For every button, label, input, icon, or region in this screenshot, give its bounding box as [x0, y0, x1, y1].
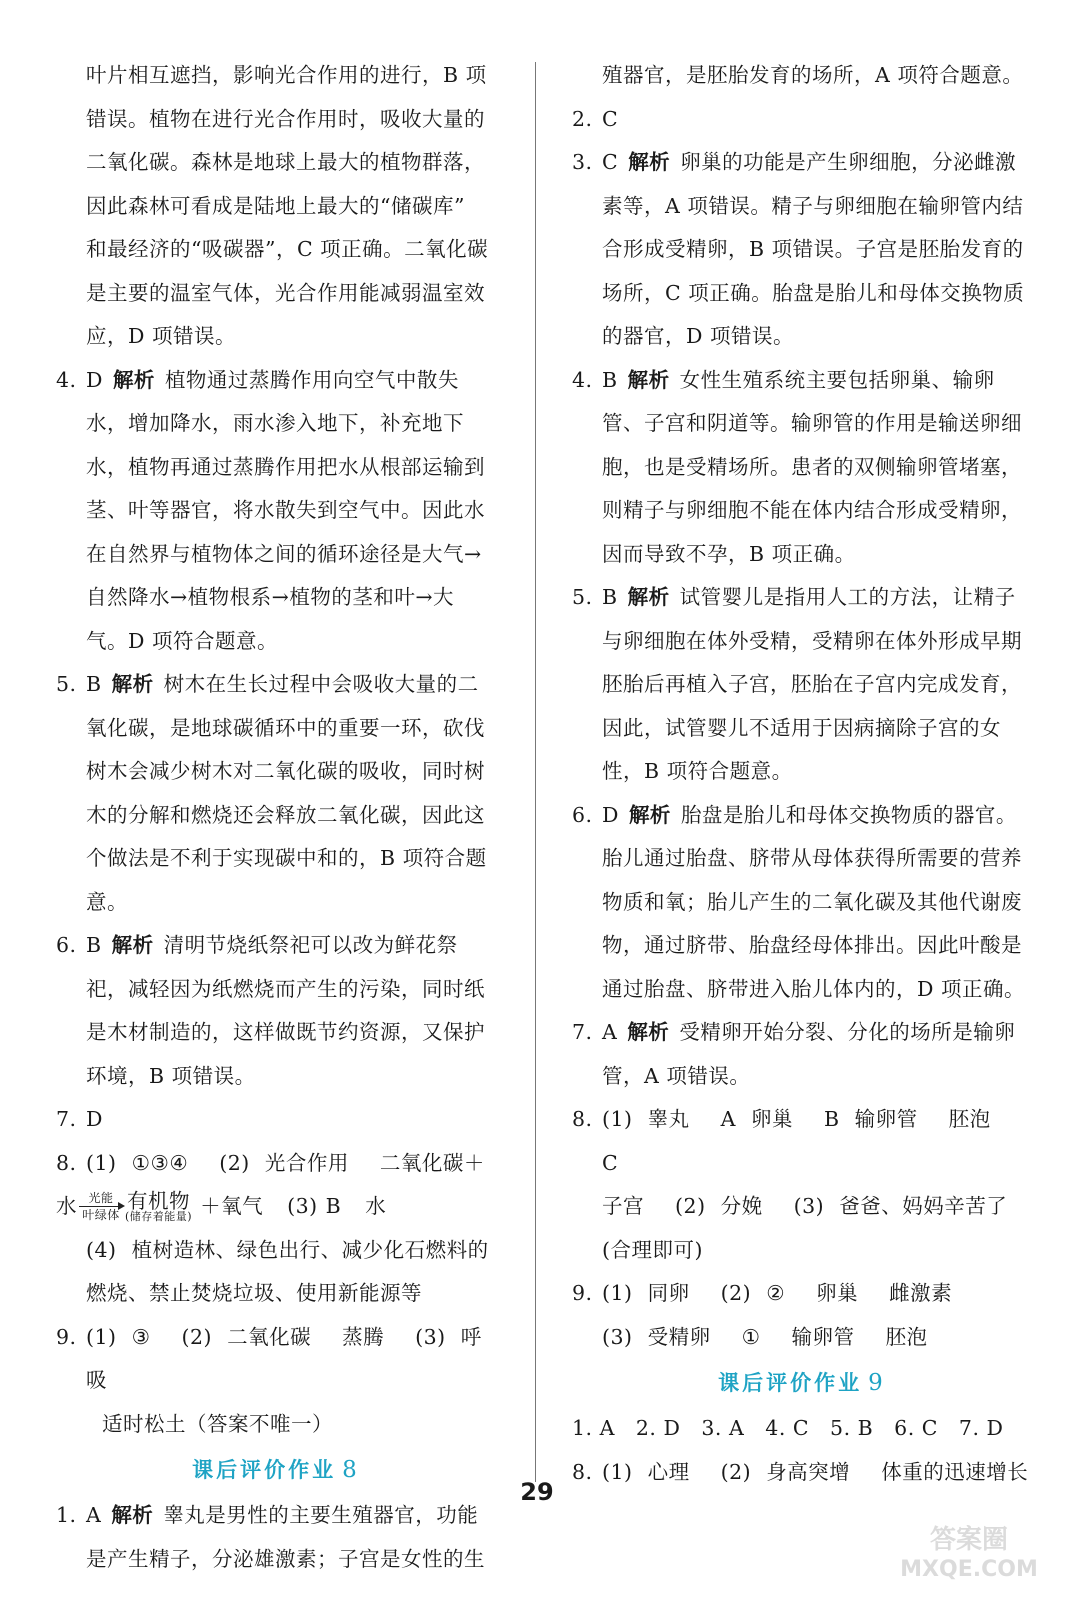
answer-choice: B	[86, 933, 102, 957]
answer-choice: A	[86, 1503, 102, 1527]
right-answer-2: 2. C	[572, 106, 619, 131]
answer-choice: D	[602, 802, 619, 827]
section9-answers-1-7: 1. A 2. D 3. A 4. C 5. B 6. C 7. D	[572, 1416, 1004, 1440]
analysis-text: 树木在生长过程中会吸收大量的二氧化碳，是地球碳循环中的重要一环，砍伐树木会减少树木对二氧化碳的吸收，同时树木的分解和燃烧还会释放二氧化碳，因此这个做法是不利于实现碳中和的，B 项符合题意。	[86, 672, 487, 914]
answer-choice: C	[602, 150, 619, 174]
right-column: 殖器官，是胚胎发育的场所，A 项符合题意。 2. C 3. C 解析 卵巢的功能是产生卵细胞，分泌雌激素等，A 项错误。精子与卵细胞在输卵管内结合形成受精卵，B 项错误。子宫是胚胎发育的场所，C 项正确。胎盘是胎儿和母体交换物质的器官，D 项错误。 4. B 解析 女性生殖系统主要包括卵巢、输卵管、子宫和阴道等。输卵管的作用是输送卵细胞，也是受精场所。患者的双侧输卵管堵塞，则精子与卵细胞不能在体内结合形成受精卵，因而导致不孕，B 项正确。 5. B 解析 试管婴儿是指用人工的方法，让精子与卵细胞在体外受精，受精卵在体外形成早期胚胎后再植入子宫，胚胎在子宫内完成发育，因此，试管婴儿不适用于因病摘除子宫的女性，B 项符合题意。 6. D 解析 胎盘是胎儿和母体交换物质的器官。胎儿通过胎盘、脐带从母体获得所需要的营养物质和氧；胎儿产生的二氧化碳及其他代谢废物，通过脐带、胎盘经母体排出。因此叶酸是通过胎盘、脐带进入胎儿体内的，D 项正确。 7. A 解析 受精卵开始分裂、分化的场所是输卵管，A 项错误。 8. (1) 睾丸 A 卵巢 B 输卵管 胚泡 C 子宫 (2) 分娩 (3) 爸爸、妈妈辛苦了 (合理即可) 9. (1) 同卵 (2) ② 卵巢 雌激素 (3) 受精卵 ① 输卵管 胚泡 课后评价作业 9 1. A 2. D 3. A 4. C 5. B 6. C 7. D 8. (1) 心理 (2) 身高突增 体重的迅速增长	[572, 54, 1032, 1494]
section-title-9: 课后评价作业 9	[718, 1370, 886, 1396]
right-answer-7: 7. A 解析 受精卵开始分裂、分化的场所是输卵管，A 项错误。	[572, 1020, 1016, 1088]
left-answer-6: 6. B 解析 清明节烧纸祭祀可以改为鲜花祭祀，减轻因为纸燃烧而产生的污染，同时纸是木材制造的，这样做既节约资源，又保护环境，B 项错误。	[56, 933, 485, 1088]
answer-choice: B	[86, 672, 102, 696]
left-answer-8: 8. (1) ①③④ (2) 光合作用 二氧化碳＋	[56, 1150, 485, 1175]
analysis-text: 睾丸是男性的主要生殖器官，功能是产生精子，分泌雄激素；子宫是女性的生	[86, 1503, 485, 1571]
column-divider	[535, 62, 536, 1482]
analysis-label: 解析	[627, 1020, 670, 1044]
analysis-text: 卵巢的功能是产生卵细胞，分泌雌激素等，A 项错误。精子与卵细胞在输卵管内结合形成受精卵，B 项错误。子宫是胚胎发育的场所，C 项正确。胎盘是胎儿和母体交换物质的器官，D 项错误。	[602, 150, 1025, 348]
analysis-text: 试管婴儿是指用人工的方法，让精子与卵细胞在体外受精，受精卵在体外形成早期胚胎后再植入子宫，胚胎在子宫内完成发育，因此，试管婴儿不适用于因病摘除子宫的女性，B 项符合题意。	[602, 585, 1022, 783]
photosynthesis-equation: 水 光能 叶绿体 有机物 (储存着能量) ＋氧气 (3) B 水	[56, 1188, 387, 1223]
right-answer-3: 3. C 解析 卵巢的功能是产生卵细胞，分泌雌激素等，A 项错误。精子与卵细胞在输卵管内结合形成受精卵，B 项错误。子宫是胚胎发育的场所，C 项正确。胎盘是胎儿和母体交换物质的器官，D 项错误。	[572, 150, 1025, 348]
svg-text:答案圈: 答案圈	[929, 1525, 1009, 1555]
right-continuation: 殖器官，是胚胎发育的场所，A 项符合题意。	[602, 63, 1024, 87]
analysis-label: 解析	[111, 672, 154, 696]
analysis-text: 女性生殖系统主要包括卵巢、输卵管、子宫和阴道等。输卵管的作用是输送卵细胞，也是受精场所。患者的双侧输卵管堵塞，则精子与卵细胞不能在体内结合形成受精卵，因而导致不孕，B 项正确。	[602, 367, 1022, 566]
section9-answer-8: 8. (1) 心理 (2) 身高突增 体重的迅速增长	[572, 1459, 1029, 1484]
analysis-label: 解析	[111, 933, 154, 957]
left-answer-9: 9. (1) ③ (2) 二氧化碳 蒸腾 (3) 呼吸	[56, 1324, 482, 1392]
analysis-label: 解析	[627, 367, 670, 392]
answer-choice: D	[86, 367, 103, 392]
analysis-label: 解析	[628, 150, 671, 174]
analysis-text: 植物通过蒸腾作用向空气中散失水，增加降水，雨水渗入地下，补充地下水，植物再通过蒸腾作用把水从根部运输到茎、叶等器官，将水散失到空气中。因此水在自然界与植物体之间的循环途径是大气→自然降水→植物根系→植物的茎和叶→大气。D 项符合题意。	[86, 367, 485, 653]
right-answer-5: 5. B 解析 试管婴儿是指用人工的方法，让精子与卵细胞在体外受精，受精卵在体外形成早期胚胎后再植入子宫，胚胎在子宫内完成发育，因此，试管婴儿不适用于因病摘除子宫的女性，B 项符合题意。	[572, 585, 1022, 783]
left-answer-4: 4. D 解析 植物通过蒸腾作用向空气中散失水，增加降水，雨水渗入地下，补充地下水，植物再通过蒸腾作用把水从根部运输到茎、叶等器官，将水散失到空气中。因此水在自然界与植物体之间的循环途径是大气→自然降水→植物根系→植物的茎和叶→大气。D 项符合题意。	[56, 367, 485, 653]
answer-choice: C	[602, 106, 619, 131]
right-answer-6: 6. D 解析 胎盘是胎儿和母体交换物质的器官。胎儿通过胎盘、脐带从母体获得所需要的营养物质和氧；胎儿产生的二氧化碳及其他代谢废物，通过脐带、胎盘经母体排出。因此叶酸是通过胎盘、脐带进入胎儿体内的，D 项正确。	[572, 802, 1025, 1001]
section8-answer-1: 1. A 解析 睾丸是男性的主要生殖器官，功能是产生精子，分泌雄激素；子宫是女性的生	[56, 1503, 485, 1571]
analysis-label: 解析	[112, 367, 155, 392]
analysis-text: 清明节烧纸祭祀可以改为鲜花祭祀，减轻因为纸燃烧而产生的污染，同时纸是木材制造的，这样做既节约资源，又保护环境，B 项错误。	[86, 933, 485, 1088]
svg-text:MXQE.COM: MXQE.COM	[900, 1557, 1038, 1582]
analysis-label: 解析	[627, 585, 670, 609]
analysis-text: 胎盘是胎儿和母体交换物质的器官。胎儿通过胎盘、脐带从母体获得所需要的营养物质和氧；胎儿产生的二氧化碳及其他代谢废物，通过脐带、胎盘经母体排出。因此叶酸是通过胎盘、脐带进入胎儿体内的，D 项正确。	[602, 802, 1025, 1001]
watermark-logo	[894, 1514, 1044, 1584]
analysis-label: 解析	[628, 802, 671, 827]
right-answer-8: 8. (1) 睾丸 A 卵巢 B 输卵管 胚泡 C	[572, 1107, 991, 1175]
answer-choice: B	[602, 585, 618, 609]
answer-choice: B	[602, 367, 618, 392]
left-continuation: 叶片相互遮挡，影响光合作用的进行，B 项 错误。植物在进行光合作用时，吸收大量的 二氧化碳。森林是地球上最大的植物群落， 因此森林可看成是陆地上最大的“储碳库” 和最经济的“吸碳器”，C 项正确。二氧化碳 是主要的温室气体，光合作用能减弱温室效 应，D 项错误。	[86, 63, 489, 348]
right-answer-9: 9. (1) 同卵 (2) ② 卵巢 雌激素	[572, 1281, 953, 1305]
section-title-8: 课后评价作业 8	[192, 1457, 360, 1483]
right-answer-4: 4. B 解析 女性生殖系统主要包括卵巢、输卵管、子宫和阴道等。输卵管的作用是输送卵细胞，也是受精场所。患者的双侧输卵管堵塞，则精子与卵细胞不能在体内结合形成受精卵，因而导致不孕，B 项正确。	[572, 367, 1022, 566]
reaction-arrow: 光能 叶绿体	[79, 1191, 123, 1222]
left-answer-7: 7. D	[56, 1107, 103, 1131]
analysis-label: 解析	[111, 1503, 154, 1527]
answer-choice: D	[86, 1107, 103, 1131]
page-number: 29	[520, 1478, 554, 1506]
left-answer-5: 5. B 解析 树木在生长过程中会吸收大量的二氧化碳，是地球碳循环中的重要一环，砍伐树木会减少树木对二氧化碳的吸收，同时树木的分解和燃烧还会释放二氧化碳，因此这个做法是不利于实现碳中和的，B 项符合题意。	[56, 672, 487, 914]
analysis-text: 受精卵开始分裂、分化的场所是输卵管，A 项错误。	[602, 1020, 1016, 1088]
answer-choice: A	[602, 1020, 618, 1044]
left-column: 叶片相互遮挡，影响光合作用的进行，B 项 错误。植物在进行光合作用时，吸收大量的 二氧化碳。森林是地球上最大的植物群落， 因此森林可看成是陆地上最大的“储碳库” 和最经济的“吸碳器”，C 项正确。二氧化碳 是主要的温室气体，光合作用能减弱温室效 应，D 项错误。 4. D 解析 植物通过蒸腾作用向空气中散失水，增加降水，雨水渗入地下，补充地下水，植物再通过蒸腾作用把水从根部运输到茎、叶等器官，将水散失到空气中。因此水在自然界与植物体之间的循环途径是大气→自然降水→植物根系→植物的茎和叶→大气。D 项符合题意。 5. B 解析 树木在生长过程中会吸收大量的二氧化碳，是地球碳循环中的重要一环，砍伐树木会减少树木对二氧化碳的吸收，同时树木的分解和燃烧还会释放二氧化碳，因此这个做法是不利于实现碳中和的，B 项符合题意。 6. B 解析 清明节烧纸祭祀可以改为鲜花祭祀，减轻因为纸燃烧而产生的污染，同时纸是木材制造的，这样做既节约资源，又保护环境，B 项错误。 7. D 8. (1) ①③④ (2) 光合作用 二氧化碳＋ 水 光能 叶绿体 有机物 (储存着能量) ＋氧气 (3) B 水 (4) 植树造林、绿色出行、减少化石燃料的燃烧、禁止焚烧垃圾、使用新能源等 9. (1) ③ (2) 二氧化碳 蒸腾 (3) 呼吸 适时松土（答案不唯一） 课后评价作业 8 1. A 解析 睾丸是男性的主要生殖器官，功能是产生精子，分泌雄激素；子宫是女性的生	[56, 54, 496, 1581]
